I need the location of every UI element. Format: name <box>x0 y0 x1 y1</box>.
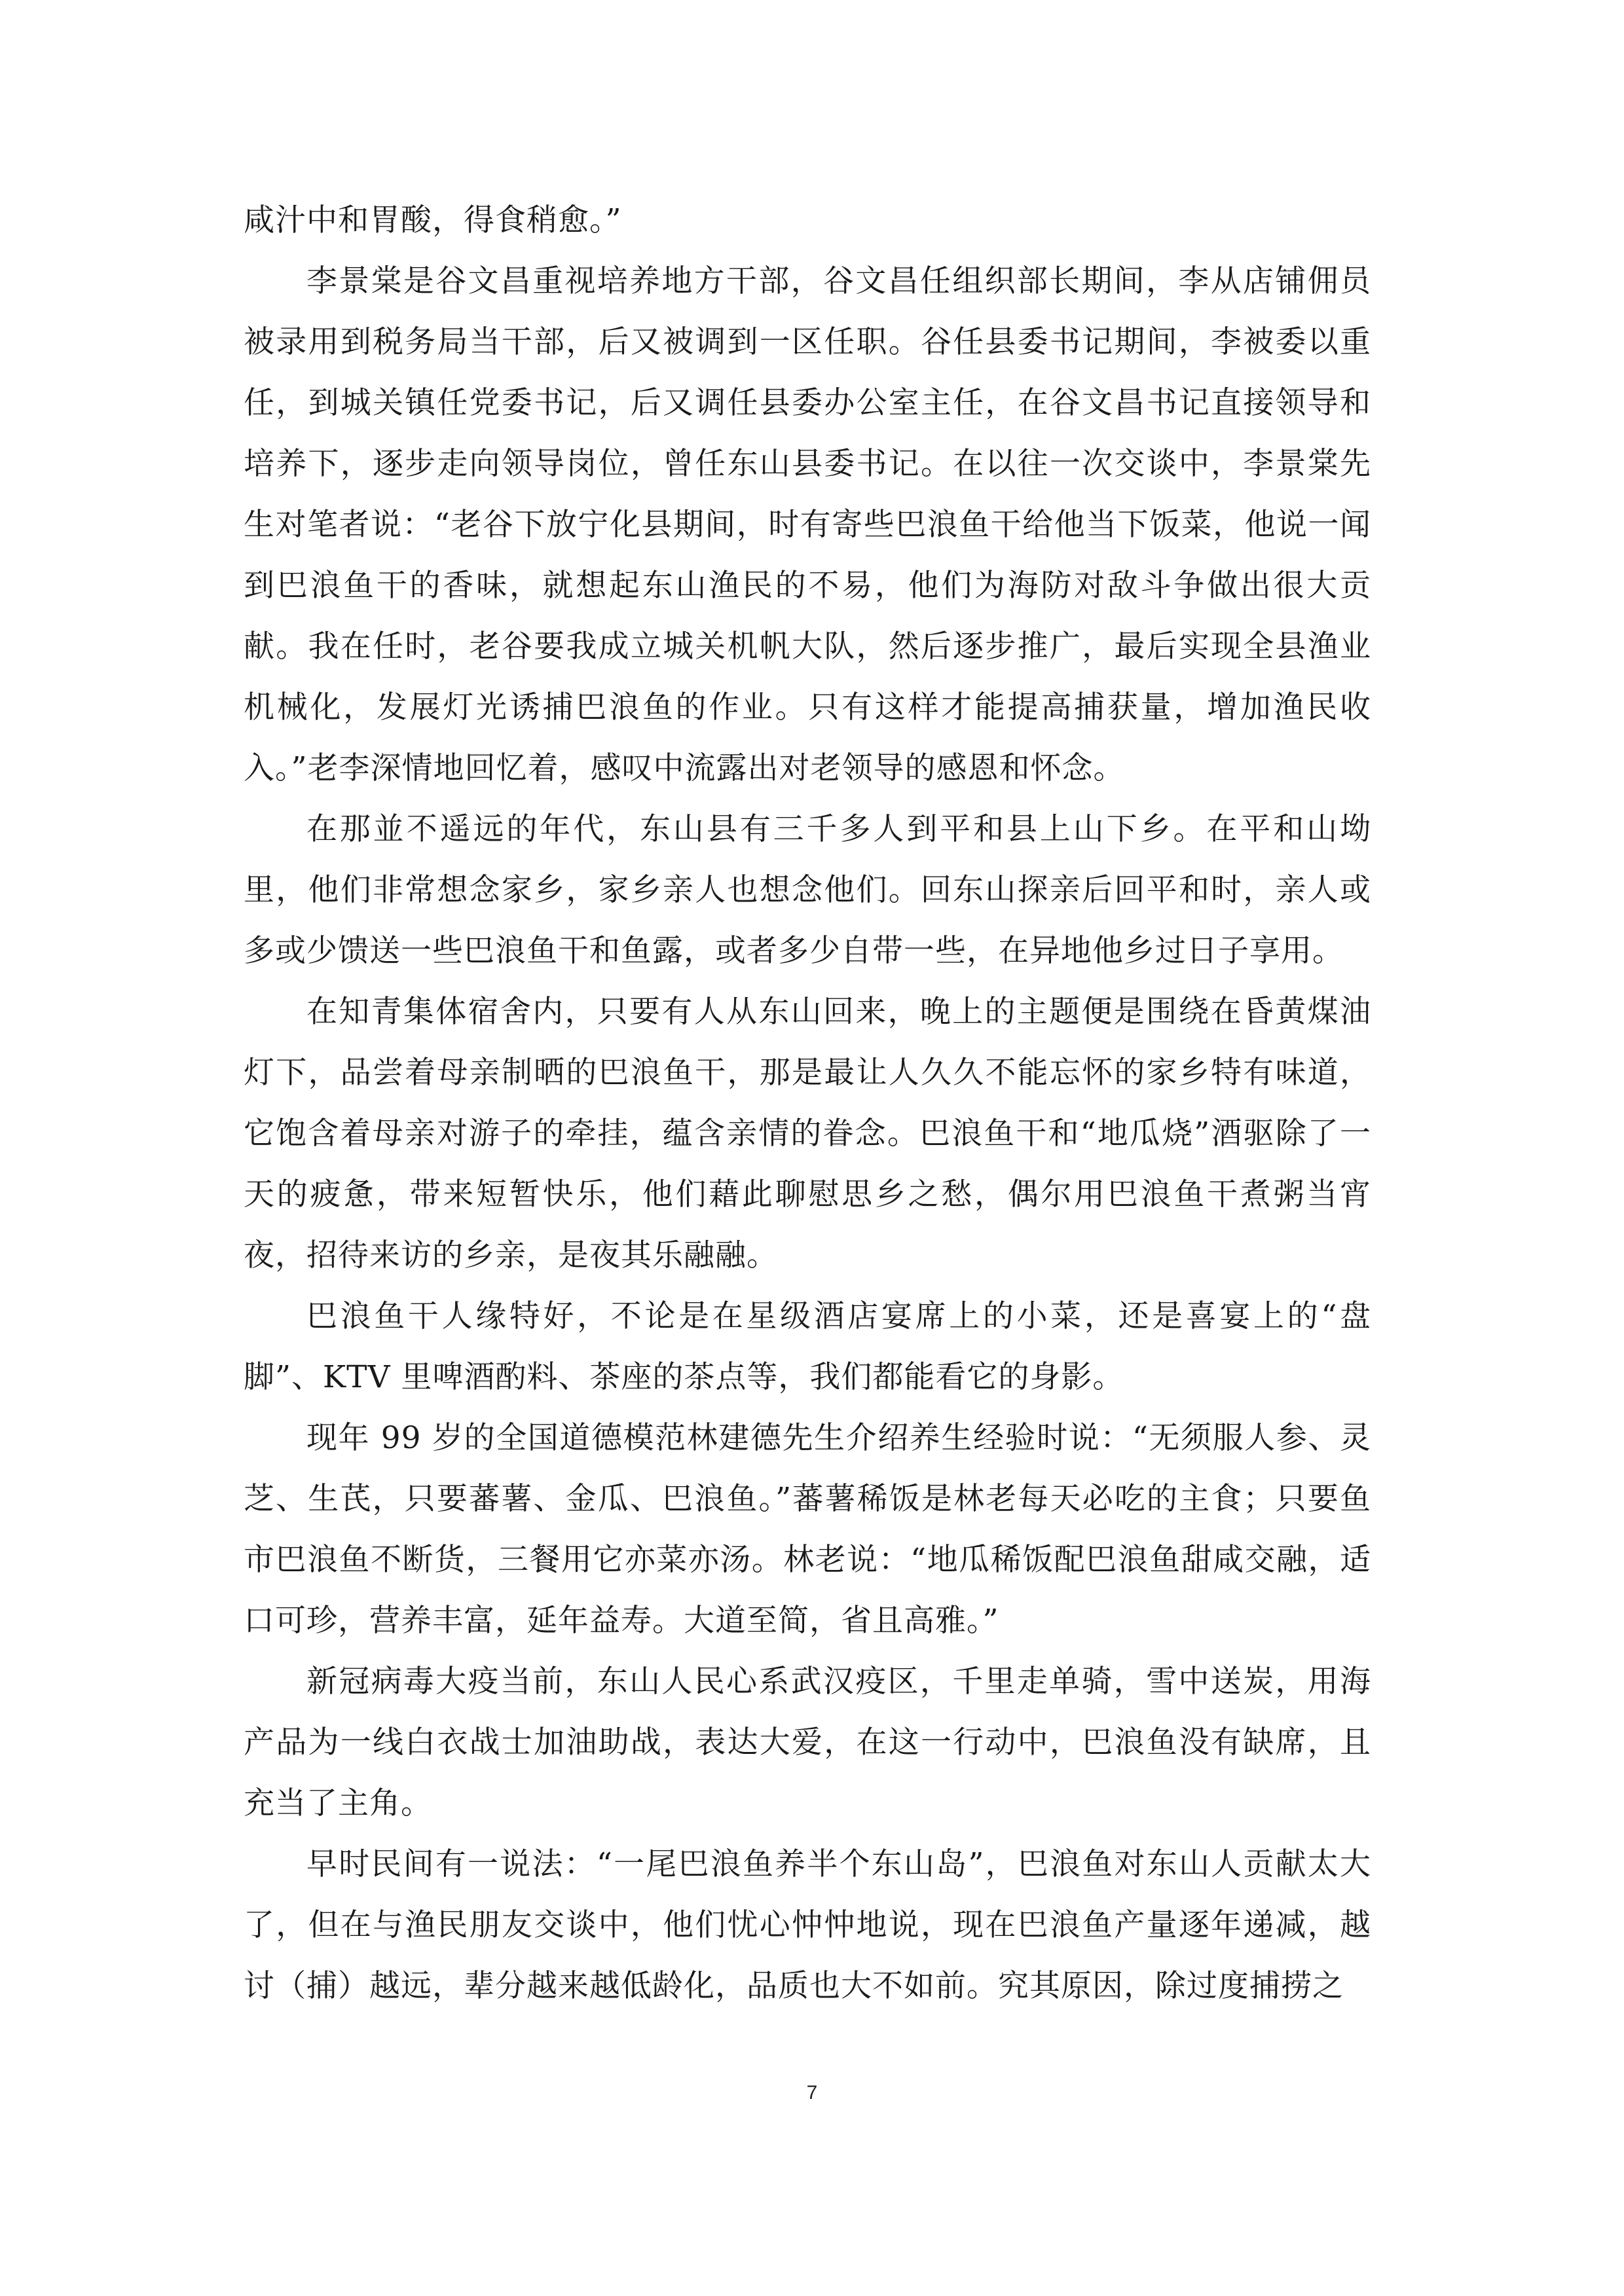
page-number: 7 <box>806 2082 818 2104</box>
paragraph: 早时民间有一说法：“一尾巴浪鱼养半个东山岛”，巴浪鱼对东山人贡献太大了，但在与渔民朋友交谈中，他们忧心忡忡地说，现在巴浪鱼产量逐年递减，越讨（捕）越远，辈分越来越低龄化，品质也大不如前。究其原因，除过度捕捞之 <box>244 1846 1371 2004</box>
body-text <box>244 190 1371 2016</box>
paragraph: 在知青集体宿舍内，只要有人从东山回来，晚上的主题便是围绕在昏黄煤油灯下，品尝着母亲制晒的巴浪鱼干，那是最让人久久不能忘怀的家乡特有味道，它饱含着母亲对游子的牵挂，蕴含亲情的眷念。巴浪鱼干和“地瓜烧”酒驱除了一天的疲惫，带来短暂快乐，他们藉此聊慰思乡之愁，偶尔用巴浪鱼干煮粥当宵夜，招待来访的乡亲，是夜其乐融融。 <box>244 994 1371 1273</box>
paragraph: 现年 99 岁的全国道德模范林建德先生介绍养生经验时说：“无须服人参、灵芝、生芪，只要蕃薯、金瓜、巴浪鱼。”蕃薯稀饭是林老每天必吃的主食；只要鱼市巴浪鱼不断货，三餐用它亦菜亦汤。林老说：“地瓜稀饭配巴浪鱼甜咸交融，适口可珍，营养丰富，延年益寿。大道至简，省且高雅。” <box>244 1420 1371 1639</box>
paragraph: 李景棠是谷文昌重视培养地方干部，谷文昌任组织部长期间，李从店铺佣员被录用到税务局当干部，后又被调到一区任职。谷任县委书记期间，李被委以重任，到城关镇任党委书记，后又调任县委办公室主任，在谷文昌书记直接领导和培养下，逐步走向领导岗位，曾任东山县委书记。在以往一次交谈中，李景棠先生对笔者说：“老谷下放宁化县期间，时有寄些巴浪鱼干给他当下饭菜，他说一闻到巴浪鱼干的香味，就想起东山渔民的不易，他们为海防对敌斗争做出很大贡献。我在任时，老谷要我成立城关机帆大队，然后逐步推广，最后实现全县渔业机械化，发展灯光诱捕巴浪鱼的作业。只有这样才能提高捕获量，增加渔民收入。”老李深情地回忆着，感叹中流露出对老领导的感恩和怀念。 <box>244 263 1371 786</box>
paragraph: 新冠病毒大疫当前，东山人民心系武汉疫区，千里走单骑，雪中送炭，用海产品为一线白衣战士加油助战，表达大爱，在这一行动中，巴浪鱼没有缺席，且充当了主角。 <box>244 1664 1371 1821</box>
paragraph: 在那並不遥远的年代，东山县有三千多人到平和县上山下乡。在平和山坳里，他们非常想念家乡，家乡亲人也想念他们。回东山探亲后回平和时，亲人或多或少馈送一些巴浪鱼干和鱼露，或者多少自带一些，在异地他乡过日子享用。 <box>244 811 1371 969</box>
paragraph: 咸汁中和胃酸，得食稍愈。” <box>244 202 622 238</box>
paragraph: 巴浪鱼干人缘特好，不论是在星级酒店宴席上的小菜，还是喜宴上的“盘脚”、KTV 里啤酒酌料、茶座的茶点等，我们都能看它的身影。 <box>244 1298 1371 1395</box>
